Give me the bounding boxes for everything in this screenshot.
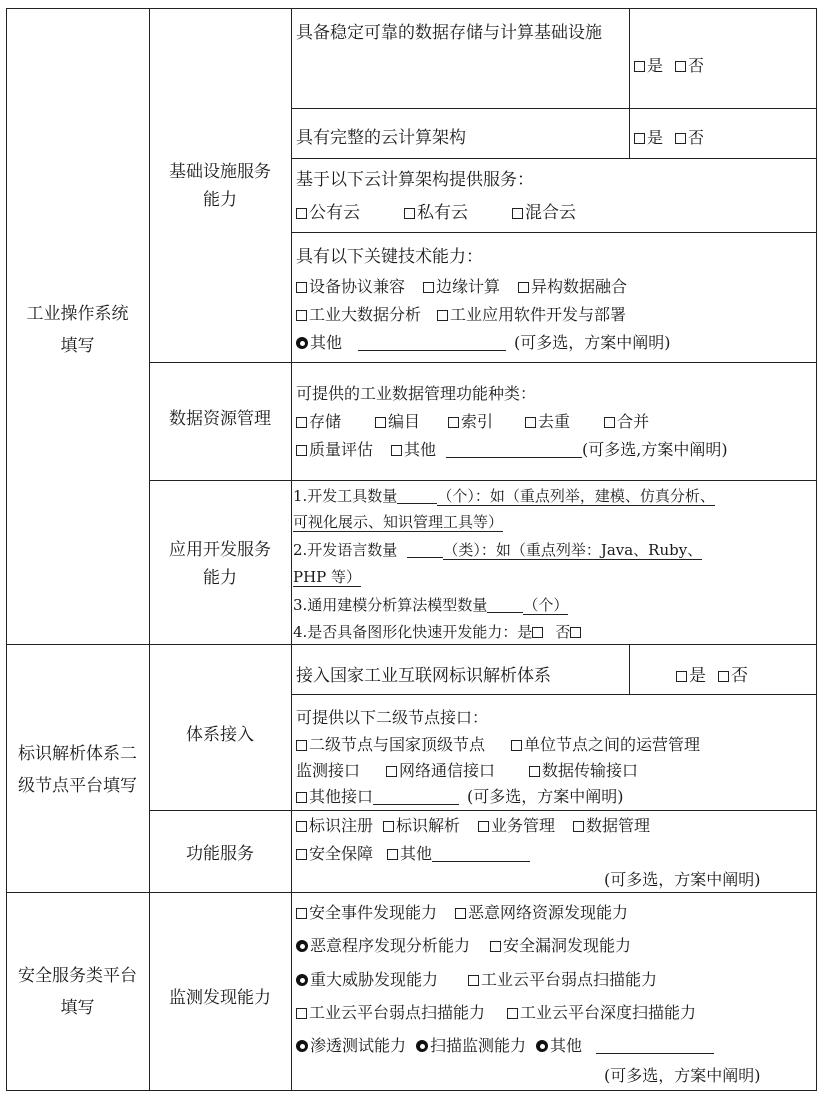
fill-blank[interactable]	[432, 846, 530, 862]
checkbox[interactable]	[507, 1008, 518, 1019]
option-label: 其他	[310, 333, 343, 352]
section-label-security: 安全服务类平台填写	[18, 966, 137, 1018]
option-label: 网络通信接口	[399, 761, 496, 780]
checkbox[interactable]	[518, 282, 529, 293]
no-label: 否	[688, 56, 705, 75]
row-divider	[149, 810, 817, 811]
fill-blank[interactable]	[446, 442, 582, 458]
monitor-note: (可多选，方案中阐明)	[604, 1066, 761, 1085]
key-tech-row3	[296, 333, 671, 353]
checkbox[interactable]	[296, 208, 307, 219]
monitor-row4	[296, 1003, 696, 1023]
row-divider	[149, 480, 817, 481]
option-label: 索引	[461, 412, 494, 431]
infra-service-based: 基于以下云计算架构提供服务：	[296, 170, 534, 190]
option-label: 存储	[309, 412, 342, 431]
fill-blank[interactable]	[596, 1038, 714, 1054]
text: （个）：如（重点列举，建模、仿真分析、	[437, 487, 715, 505]
option-label: 安全事件发现能力	[309, 903, 438, 922]
data-mgmt-row2	[296, 440, 728, 460]
section-divider	[6, 644, 817, 645]
option-label: 工业云平台弱点扫描能力	[309, 1003, 486, 1022]
option-label: 监测接口	[296, 761, 361, 780]
access-national: 接入国家工业互联网标识解析体系	[296, 666, 551, 686]
checkbox[interactable]	[675, 61, 686, 72]
fill-blank[interactable]	[358, 335, 506, 351]
checkbox[interactable]	[404, 208, 415, 219]
yes-label: 是	[647, 128, 664, 147]
option-label: 重大威胁发现能力	[310, 970, 439, 989]
text: PHP 等）	[293, 568, 362, 586]
key-tech-title: 具有以下关键技术能力：	[296, 247, 483, 267]
option-label: 数据传输接口	[542, 761, 639, 780]
yesno-divider	[629, 8, 630, 158]
option-label: 渗透测试能力	[310, 1036, 407, 1055]
interfaces-title: 可提供以下二级节点接口：	[296, 708, 489, 727]
checkbox[interactable]	[296, 1008, 307, 1019]
checkbox[interactable]	[634, 133, 645, 144]
checkbox[interactable]	[296, 282, 307, 293]
section-divider	[6, 892, 817, 893]
functions-note: (可多选，方案中阐明)	[604, 870, 761, 889]
text: （个）	[523, 596, 569, 614]
checkbox[interactable]	[455, 908, 466, 919]
checkbox[interactable]	[448, 417, 459, 428]
infra-cloud-arch: 具有完整的云计算架构	[296, 128, 466, 148]
infra-stable-storage: 具备稳定可靠的数据存储与计算基础设施	[296, 23, 602, 43]
app-dev-line3	[293, 595, 568, 615]
fill-blank[interactable]	[407, 542, 443, 558]
checkbox[interactable]	[478, 821, 489, 832]
checkbox[interactable]	[573, 821, 584, 832]
row-divider	[291, 694, 817, 695]
option-label: 恶意程序发现分析能力	[310, 936, 471, 955]
checkbox[interactable]	[570, 627, 581, 638]
note-text: (可多选，方案中阐明)	[514, 333, 671, 352]
option-hybrid-cloud: 混合云	[525, 203, 576, 223]
yes-label: 是	[647, 56, 664, 75]
yesno-divider	[629, 644, 630, 694]
section-label-industrial-os: 工业操作系统填写	[26, 304, 129, 356]
cloud-options	[296, 203, 576, 223]
radio-selected[interactable]	[296, 1040, 308, 1052]
option-label: 其他	[400, 844, 433, 863]
checkbox[interactable]	[387, 849, 398, 860]
text: 1.开发工具数量	[293, 487, 398, 505]
app-dev-line1	[293, 486, 715, 506]
monitor-row3	[296, 970, 657, 990]
option-label: 工业应用软件开发与部署	[450, 305, 627, 324]
option-label: 其他	[550, 1036, 583, 1055]
label-monitoring: 监测发现能力	[169, 988, 271, 1008]
checkbox[interactable]	[296, 445, 307, 456]
checkbox[interactable]	[634, 61, 645, 72]
yesno-cloud-arch	[634, 128, 704, 148]
checkbox[interactable]	[383, 821, 394, 832]
fill-blank[interactable]	[397, 488, 437, 504]
no-label: 否	[688, 128, 705, 147]
option-public-cloud: 公有云	[309, 203, 360, 223]
option-label: 工业云平台深度扫描能力	[520, 1003, 697, 1022]
functions-row1	[296, 816, 650, 836]
row-divider	[149, 362, 817, 363]
checkbox[interactable]	[423, 282, 434, 293]
radio-selected[interactable]	[536, 1040, 548, 1052]
checkbox[interactable]	[525, 417, 536, 428]
checkbox[interactable]	[296, 821, 307, 832]
option-label: 合并	[617, 412, 650, 431]
functions-row2	[296, 844, 530, 864]
option-label: 扫描监测能力	[430, 1036, 527, 1055]
option-label: 质量评估	[309, 440, 374, 459]
row-divider	[291, 158, 817, 159]
monitor-row1	[296, 903, 628, 923]
table-border-left	[6, 8, 7, 1090]
data-mgmt-row1	[296, 412, 649, 432]
option-label: 业务管理	[491, 816, 556, 835]
note-text: (可多选,方案中阐明)	[582, 440, 728, 459]
table-border-right	[816, 8, 817, 1090]
text: 4.是否具备图形化快速开发能力：是	[293, 623, 533, 641]
checkbox[interactable]	[386, 766, 397, 777]
checkbox[interactable]	[296, 310, 307, 321]
checkbox[interactable]	[532, 627, 543, 638]
monitor-row2	[296, 936, 631, 956]
app-dev-line2c	[293, 567, 361, 587]
label-infra-service: 基础设施服务能力	[169, 162, 271, 210]
text: （类）：如（重点列举：Java、Ruby、	[443, 541, 703, 559]
checkbox[interactable]	[511, 740, 522, 751]
radio-selected[interactable]	[416, 1040, 428, 1052]
text: 2.开发语言数量	[293, 541, 398, 559]
yesno-stable-storage	[634, 56, 704, 76]
key-tech-row1	[296, 277, 627, 297]
option-label: 标识解析	[396, 816, 461, 835]
option-label: 标识注册	[309, 816, 374, 835]
label-system-access: 体系接入	[186, 725, 254, 745]
option-label: 去重	[538, 412, 571, 431]
checkbox[interactable]	[529, 766, 540, 777]
option-label: 安全漏洞发现能力	[503, 936, 632, 955]
note-text: (可多选，方案中阐明)	[467, 787, 624, 806]
option-label: 工业云平台弱点扫描能力	[481, 970, 658, 989]
option-private-cloud: 私有云	[417, 203, 468, 223]
checkbox[interactable]	[296, 792, 307, 803]
checkbox[interactable]	[296, 417, 307, 428]
text: 可视化展示、知识管理工具等）	[293, 513, 504, 531]
checkbox[interactable]	[604, 417, 615, 428]
label-app-dev: 应用开发服务能力	[169, 540, 271, 588]
interfaces-row3	[296, 787, 624, 807]
option-label: 其他接口	[309, 787, 374, 806]
option-label: 二级节点与国家顶级节点	[309, 735, 486, 754]
checkbox[interactable]	[718, 671, 729, 682]
text: 3.通用建模分析算法模型数量	[293, 596, 488, 614]
checkbox[interactable]	[296, 740, 307, 751]
option-label: 恶意网络资源发现能力	[468, 903, 629, 922]
app-dev-line2	[293, 540, 702, 560]
yes-label: 是	[689, 666, 706, 686]
interfaces-row2	[296, 761, 638, 781]
checkbox[interactable]	[490, 941, 501, 952]
app-dev-line4	[293, 622, 583, 642]
row-divider	[291, 108, 817, 109]
row-divider	[291, 232, 817, 233]
checkbox[interactable]	[512, 208, 523, 219]
checkbox[interactable]	[391, 445, 402, 456]
interfaces-row1	[296, 735, 700, 755]
label-data-resource: 数据资源管理	[169, 409, 271, 429]
option-label: 其他	[404, 440, 437, 459]
fill-blank[interactable]	[487, 597, 523, 613]
data-mgmt-title: 可提供的工业数据管理功能种类：	[296, 384, 537, 403]
option-label: 设备协议兼容	[309, 277, 406, 296]
monitor-row5	[296, 1036, 714, 1056]
app-dev-line1c	[293, 512, 503, 532]
col-divider-2	[291, 8, 292, 1090]
checkbox[interactable]	[296, 849, 307, 860]
text: 否	[555, 623, 571, 641]
checkbox[interactable]	[676, 671, 687, 682]
radio-selected[interactable]	[296, 337, 308, 349]
checkbox[interactable]	[468, 975, 479, 986]
option-label: 单位节点之间的运营管理	[524, 735, 701, 754]
option-label: 边缘计算	[436, 277, 501, 296]
section-label-identifier: 标识解析体系二级节点平台填写	[18, 744, 137, 796]
option-label: 数据管理	[586, 816, 651, 835]
radio-selected[interactable]	[296, 974, 308, 986]
checkbox[interactable]	[296, 908, 307, 919]
option-label: 安全保障	[309, 844, 374, 863]
radio-selected[interactable]	[296, 940, 308, 952]
no-label: 否	[731, 666, 748, 686]
option-label: 工业大数据分析	[309, 305, 422, 324]
checkbox[interactable]	[375, 417, 386, 428]
checkbox[interactable]	[437, 310, 448, 321]
yesno-national	[676, 666, 748, 686]
label-function-service: 功能服务	[186, 844, 254, 864]
checkbox[interactable]	[675, 133, 686, 144]
table-border-bottom	[6, 1090, 817, 1091]
option-label: 编目	[388, 412, 421, 431]
fill-blank[interactable]	[373, 789, 459, 805]
key-tech-row2	[296, 305, 626, 325]
option-label: 异构数据融合	[531, 277, 628, 296]
